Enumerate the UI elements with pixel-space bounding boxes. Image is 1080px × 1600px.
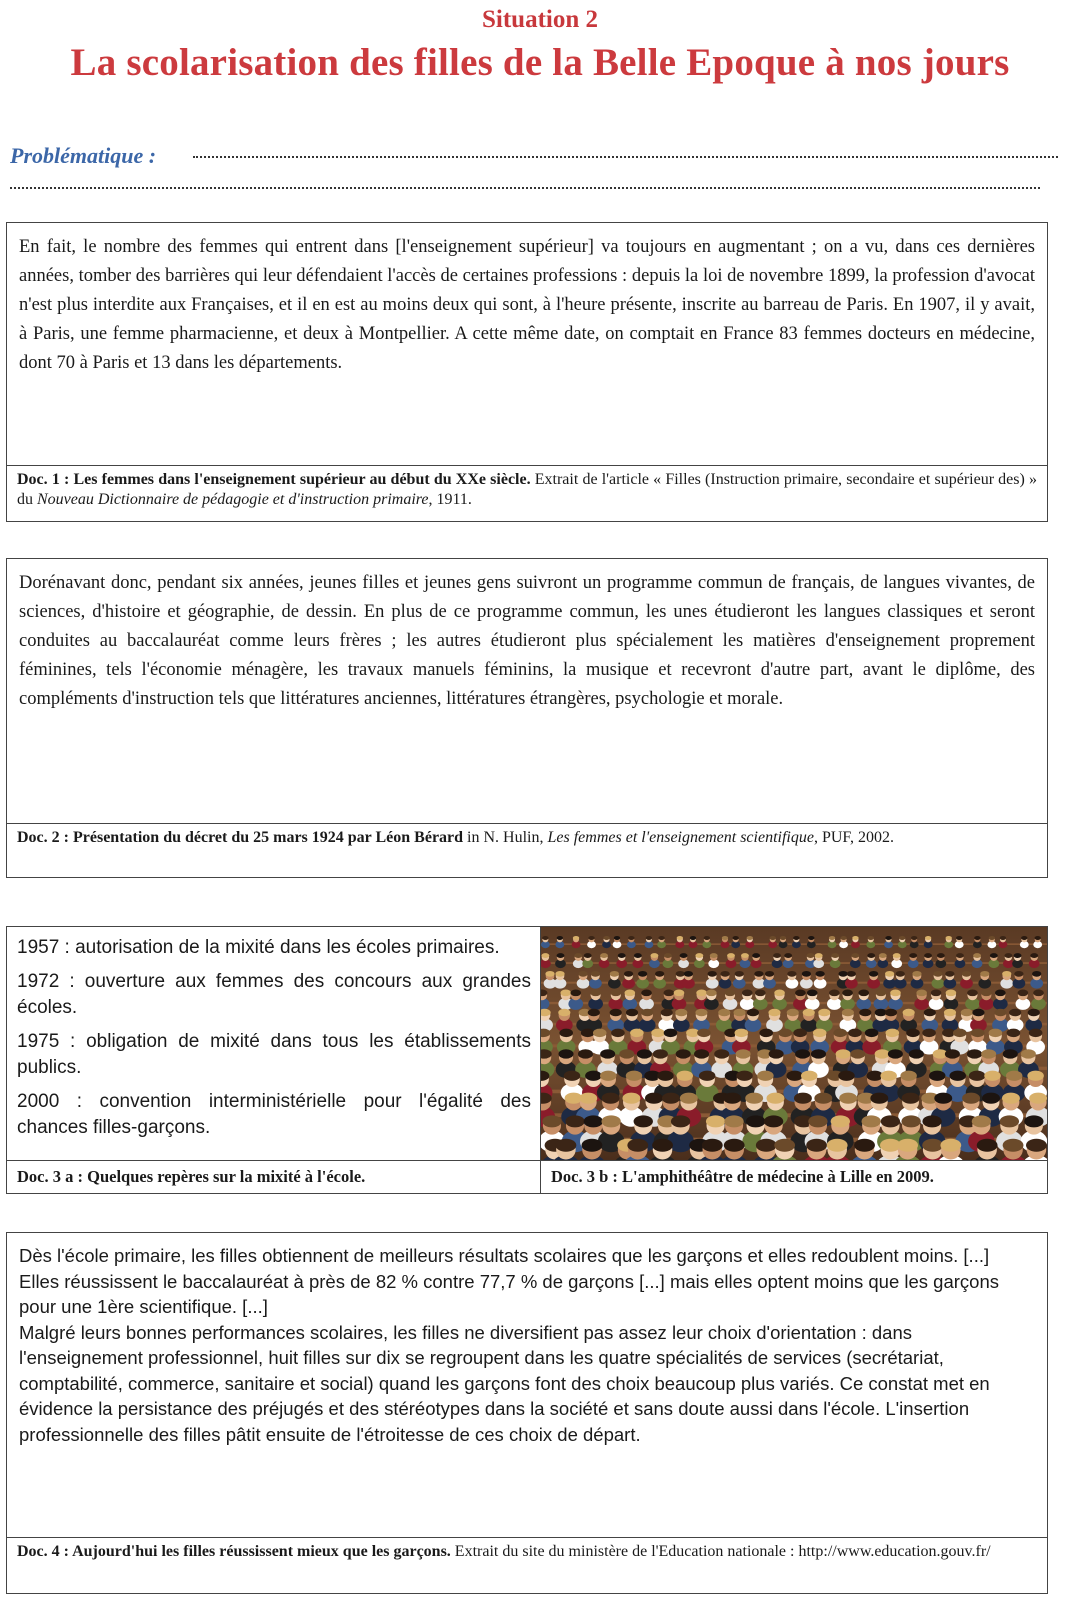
answer-line-1: [193, 156, 1058, 158]
doc4-paragraph: Dès l'école primaire, les filles obtiennent de meilleurs résultats scolaires que les garçons et elles redoublent moins. [...]: [19, 1245, 990, 1266]
doc2-caption-work: Les femmes et l'enseignement scientifique: [547, 829, 814, 846]
timeline-item: 2000 : convention interministérielle pour l'égalité des chances filles-garçons.: [17, 1091, 531, 1138]
doc1-caption-work: Nouveau Dictionnaire de pédagogie et d'instruction primaire: [37, 491, 429, 508]
doc3b-box: [540, 926, 1048, 1194]
doc2-caption-source: in N. Hulin,: [463, 829, 548, 846]
timeline-item: 1975 : obligation de mixité dans tous les établissements publics.: [17, 1031, 531, 1078]
doc2-text: Dorénavant donc, pendant six années, jeunes filles et jeunes gens suivront un programme commun de français, de langues vivantes, de sciences, d'histoire et géographie, de dessin. En plus de ce programme commun, les unes étudieront les langues classiques et seront conduites au baccalauréat comme leurs frères ; les autres étudieront plus spécialement les matières d'enseignement proprement féminines, tels l'économie ménagère, les travaux manuels féminins, la musique et recevront d'autre part, avant le diplôme, des compléments d'instruction tels que littératures anciennes, littératures étrangères, psychologie et morale.: [19, 573, 1035, 709]
doc4-text: [7, 1233, 1047, 1537]
page-title: La scolarisation des filles de la Belle Epoque à nos jours: [70, 41, 1010, 84]
doc1-caption-source: Extrait de l'article « Filles (Instruction primaire, secondaire et supérieur des) » du: [17, 471, 1037, 508]
doc4-paragraph: Malgré leurs bonnes performances scolaires, les filles ne diversifient pas assez leur choix d'orientation : dans l'enseignement professionnel, huit filles sur dix se regroupent dans les quatre spécialités de services (secrétariat, comptabilité, commerce, sanitaire et social) quand les garçons font des choix beaucoup plus variés. Ce constat met en évidence la persistance des préjugés et des stéréotypes dans la société et sans doute aussi dans l'école. L'insertion professionnelle des filles pâtit ensuite de l'étroitesse de ces choix de départ.: [19, 1321, 990, 1445]
doc4-box: [6, 1232, 1048, 1594]
timeline-item: 1957 : autorisation de la mixité dans les écoles primaires.: [17, 937, 500, 958]
doc3b-caption-title: Doc. 3 b : L'amphithéâtre de médecine à Lille en 2009.: [551, 1167, 934, 1186]
doc3a-caption-title: Doc. 3 a : Quelques repères sur la mixité à l'école.: [17, 1167, 366, 1186]
doc2-caption: [7, 823, 1047, 851]
doc2-caption-title: Doc. 2 : Présentation du décret du 25 mars 1924 par Léon Bérard: [17, 829, 464, 846]
doc3a-timeline: [7, 927, 541, 1160]
doc4-paragraph: Elles réussissent le baccalauréat à près de 82 % contre 77,7 % de garçons [...] mais elles optent moins que les garçons pour une 1ère scientifique. [...]: [19, 1270, 1000, 1317]
doc1-caption: [7, 465, 1047, 513]
doc1-box: [6, 222, 1048, 522]
doc1-caption-date: , 1911.: [428, 491, 472, 508]
doc4-caption-title: Doc. 4 : Aujourd'hui les filles réussissent mieux que les garçons.: [17, 1543, 451, 1560]
amphitheatre-photo-image: [541, 927, 1047, 1160]
situation-heading: Situation 2: [481, 6, 598, 33]
timeline-item: 1972 : ouverture aux femmes des concours aux grandes écoles.: [17, 971, 531, 1018]
doc3b-caption: [541, 1160, 1047, 1190]
doc3a-caption: [7, 1160, 541, 1190]
doc4-caption: [7, 1537, 1047, 1565]
doc4-caption-source: Extrait du site du ministère de l'Education nationale : http://www.education.gouv.fr/: [450, 1543, 991, 1560]
amphitheatre-photo: [541, 927, 1047, 1160]
problematique-section: [10, 140, 1060, 172]
doc1-text: En fait, le nombre des femmes qui entrent dans [l'enseignement supérieur] va toujours en augmentant ; on a vu, dans ces dernières années, tomber des barrières qui leur défendaient l'accès de certaines professions : depuis la loi de novembre 1899, la profession d'avocat n'est plus interdite aux Françaises, et il en est au moins deux qui sont, à l'heure présente, inscrite au barreau de Paris. En 1907, il y avait, à Paris, une femme pharmacienne, et deux à Montpellier. A cette même date, on comptait en France 83 femmes docteurs en médecine, dont 70 à Paris et 13 dans les départements.: [19, 237, 1035, 373]
problematique-label: Problématique :: [10, 143, 157, 168]
doc2-caption-date: , PUF, 2002.: [813, 829, 895, 846]
doc3a-box: [6, 926, 542, 1194]
doc2-box: [6, 558, 1048, 878]
doc1-caption-title: Doc. 1 : Les femmes dans l'enseignement supérieur au début du XXe siècle.: [17, 471, 531, 488]
answer-line-2: [10, 187, 1040, 189]
